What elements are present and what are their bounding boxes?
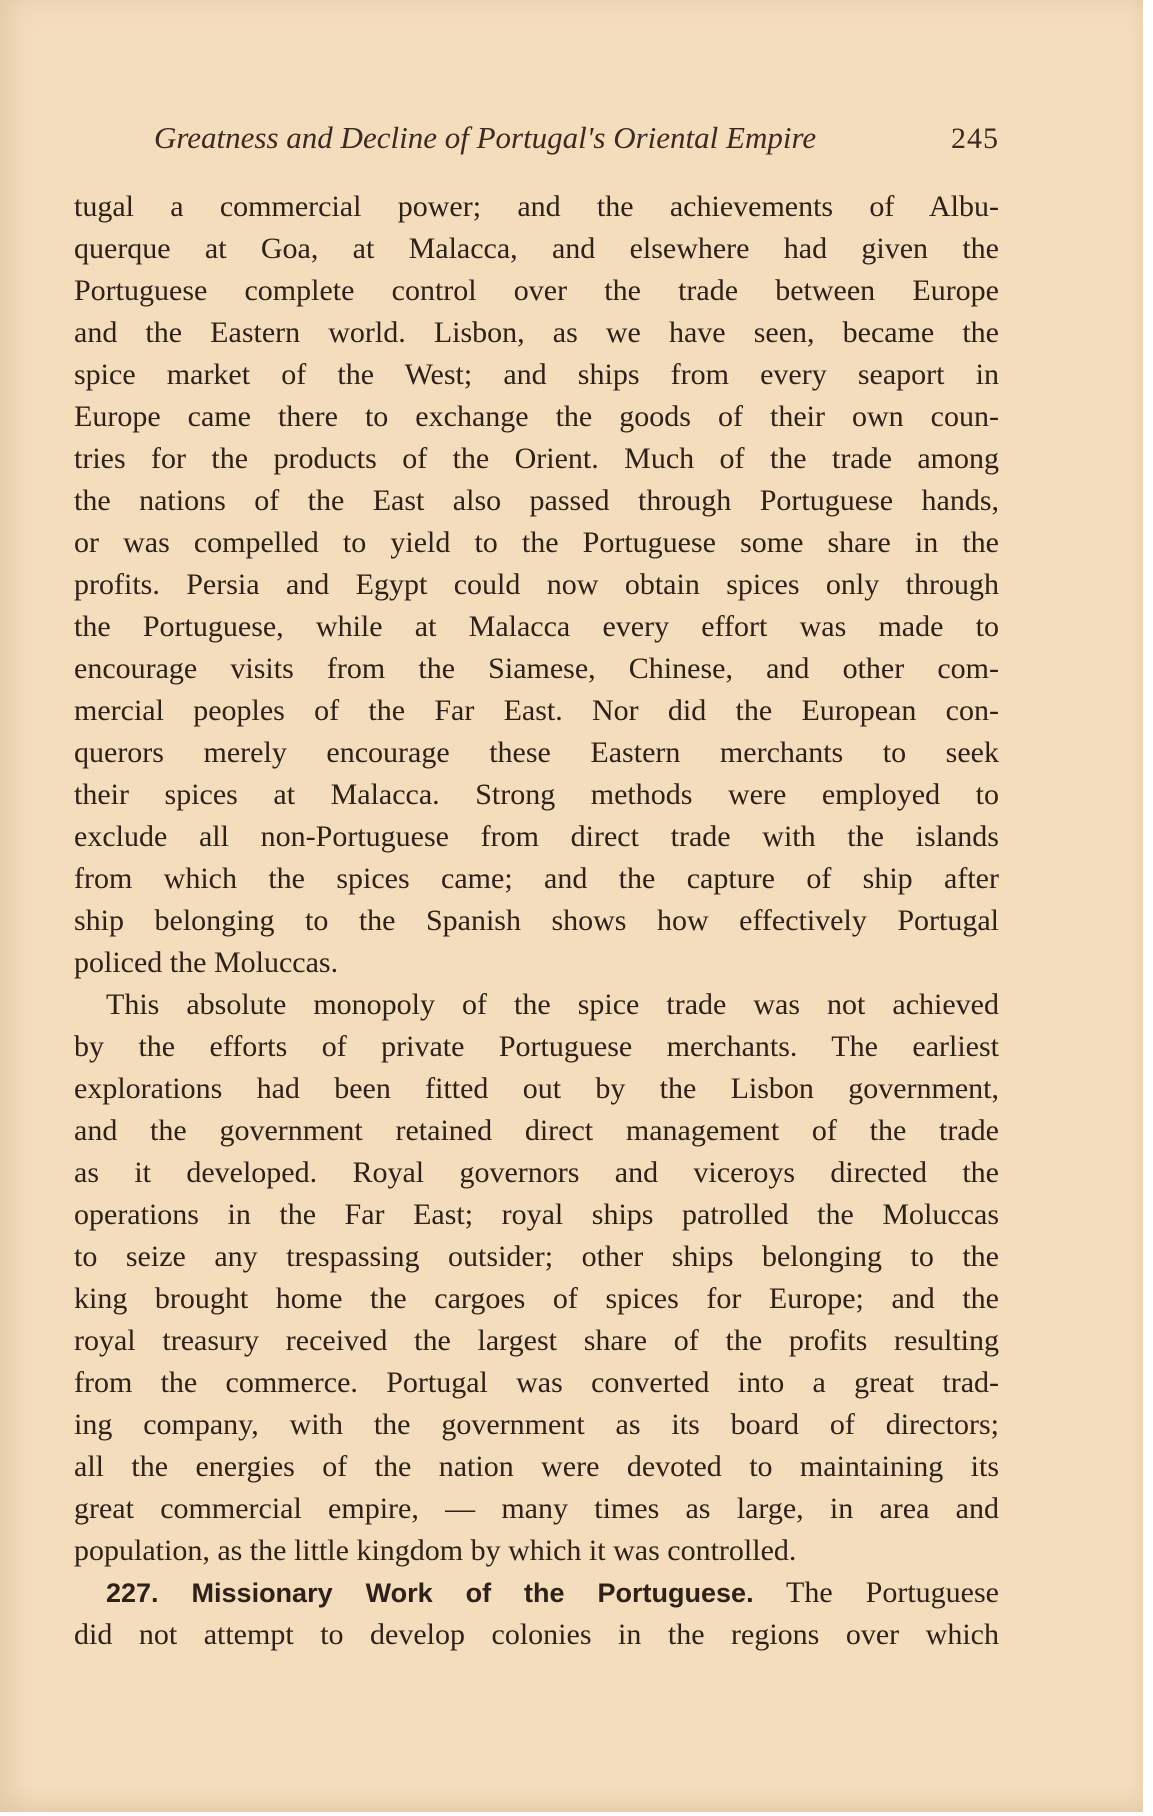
text-line: ship belonging to the Spanish shows how effectively Portugal — [74, 904, 999, 937]
text-line: the nations of the East also passed through Portuguese hands, — [74, 484, 999, 517]
text-line: spice market of the West; and ships from every seaport in — [74, 358, 999, 391]
text-line: or was compelled to yield to the Portuguese some share in the — [74, 526, 999, 559]
text-line: querors merely encourage these Eastern merchants to seek — [74, 736, 999, 769]
text-line: explorations had been fitted out by the Lisbon government, — [74, 1072, 999, 1105]
text-line: tugal a commercial power; and the achievements of Albu- — [74, 190, 999, 223]
text-line: operations in the Far East; royal ships patrolled the Moluccas — [74, 1198, 999, 1231]
text-line: royal treasury received the largest share of the profits resulting — [74, 1324, 999, 1357]
text-line: policed the Moluccas. — [74, 946, 339, 979]
running-title: Greatness and Decline of Portugal's Oriental Empire — [154, 120, 817, 155]
paragraph-2 — [74, 984, 999, 1572]
text-line: encourage visits from the Siamese, Chinese, and other com- — [74, 652, 999, 685]
text-line: king brought home the cargoes of spices for Europe; and the — [74, 1282, 999, 1315]
text-line: exclude all non-Portuguese from direct trade with the islands — [74, 820, 999, 853]
text-line: by the efforts of private Portuguese merchants. The earliest — [74, 1030, 999, 1063]
text-line: their spices at Malacca. Strong methods were employed to — [74, 778, 999, 811]
text-line: ing company, with the government as its board of directors; — [74, 1408, 999, 1441]
text-line: to seize any trespassing outsider; other ships belonging to the — [74, 1240, 999, 1273]
body-text — [74, 186, 999, 1656]
text-line: tries for the products of the Orient. Much of the trade among — [74, 442, 999, 475]
text-line: population, as the little kingdom by which it was controlled. — [74, 1534, 797, 1567]
section-first-line-text: The Portuguese — [786, 1576, 999, 1609]
text-line: Portuguese complete control over the trade between Europe — [74, 274, 999, 307]
text-line: querque at Goa, at Malacca, and elsewhere had given the — [74, 232, 999, 265]
text-line: profits. Persia and Egypt could now obtain spices only through — [74, 568, 999, 601]
text-line: as it developed. Royal governors and viceroys directed the — [74, 1156, 999, 1189]
text-line: mercial peoples of the Far East. Nor did the European con- — [74, 694, 999, 727]
section-227 — [74, 1572, 999, 1656]
text-line: did not attempt to develop colonies in the regions over which — [74, 1618, 999, 1651]
running-head — [74, 120, 999, 168]
text-line: the Portuguese, while at Malacca every effort was made to — [74, 610, 999, 643]
text-line: Europe came there to exchange the goods of their own coun- — [74, 400, 999, 433]
page-number: 245 — [951, 122, 999, 155]
text-line: and the Eastern world. Lisbon, as we have seen, became the — [74, 316, 999, 349]
paragraph-1 — [74, 186, 999, 984]
section-heading: 227. Missionary Work of the Portuguese. — [106, 1578, 754, 1608]
text-line: This absolute monopoly of the spice trade was not achieved — [106, 988, 999, 1021]
text-line: all the energies of the nation were devoted to maintaining its — [74, 1450, 999, 1483]
section-first-line — [74, 1572, 999, 1614]
text-line: from which the spices came; and the capture of ship after — [74, 862, 999, 895]
text-line: from the commerce. Portugal was converted into a great trad- — [74, 1366, 999, 1399]
text-line: and the government retained direct management of the trade — [74, 1114, 999, 1147]
text-line: great commercial empire, — many times as large, in area and — [74, 1492, 999, 1525]
